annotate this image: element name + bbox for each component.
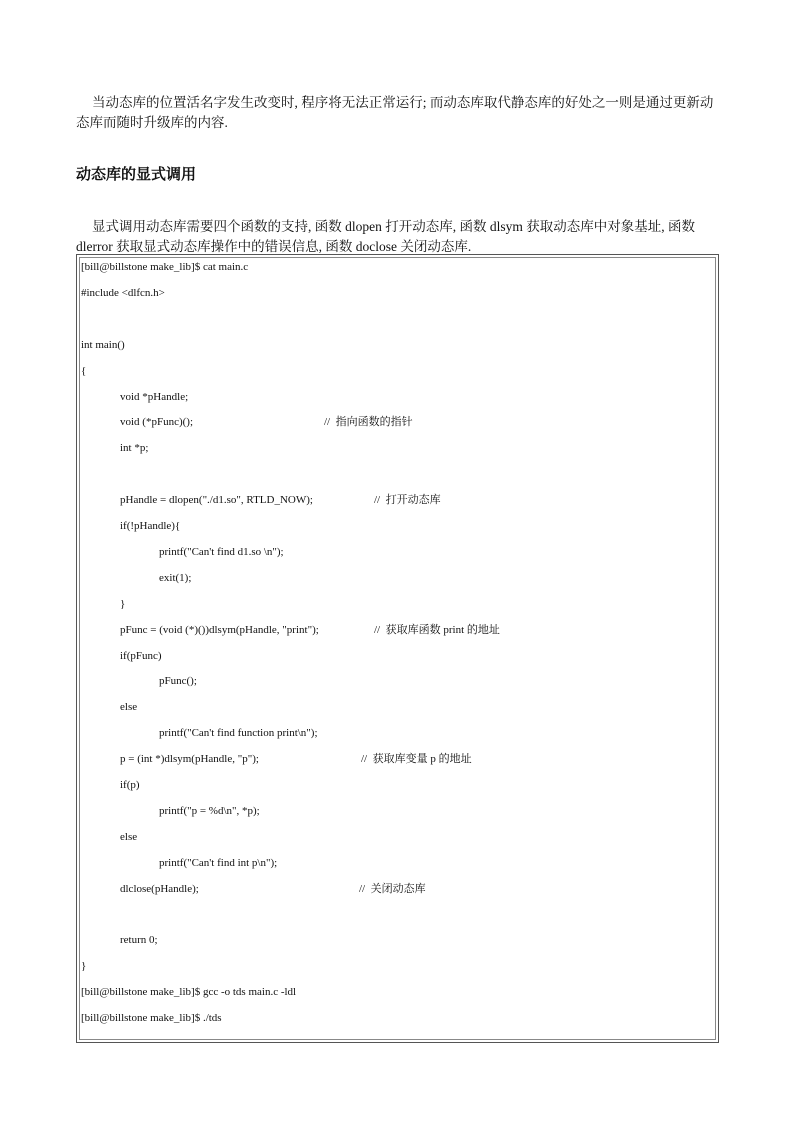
code-line: pFunc = (void (*)())dlsym(pHandle, "print"); [120,623,319,636]
code-comment: // 获取库变量 p 的地址 [361,753,472,766]
code-line: exit(1); [159,571,192,584]
code-line: void (*pFunc)(); [120,416,194,429]
code-comment: // 打开动态库 [374,494,441,507]
code-line: if(!pHandle){ [120,520,181,532]
code-line: dlclose(pHandle); [120,882,199,895]
code-line: p = (int *)dlsym(pHandle, "p"); [120,753,259,766]
code-line: pHandle = dlopen("./d1.so", RTLD_NOW); [120,494,313,507]
code-line: if(p) [120,779,140,791]
code-line: printf("Can't find int p\n"); [159,856,278,869]
code-line: if(pFunc) [120,649,162,662]
code-line: [bill@billstone make_lib]$ ./tds [81,1012,222,1025]
code-line: pFunc(); [159,675,197,688]
code-line: else [120,701,138,714]
code-comment: // 关闭动态库 [359,882,426,895]
code-line: printf("Can't find function print\n"); [159,727,318,740]
code-listing-box [76,254,719,1043]
section-paragraph: 显式调用动态库需要四个函数的支持, 函数 dlopen 打开动态库, 函数 dlsym 获取动态库中对象基址, 函数 dlerror 获取显式动态库操作中的错误信息, 函数 doclose 关闭动态库. [76,219,695,254]
code-line: { [81,364,87,377]
intro-paragraph: 当动态库的位置活名字发生改变时, 程序将无法正常运行; 而动态库取代静态库的好处之一则是通过更新动态库而随时升级库的内容. [76,95,714,130]
code-line: #include <dlfcn.h> [81,286,165,299]
code-line: int main() [81,338,125,351]
section-heading: 动态库的显式调用 [76,165,197,183]
code-line: } [120,597,126,610]
code-comment: // 获取库函数 print 的地址 [374,623,500,636]
code-line: [bill@billstone make_lib]$ gcc -o tds main.c -ldl [81,986,297,999]
code-line: printf("p = %d\n", *p); [159,804,260,817]
code-line: [bill@billstone make_lib]$ cat main.c [81,261,249,273]
code-line: } [81,960,87,973]
code-line: printf("Can't find d1.so \n"); [159,545,284,558]
code-line: return 0; [120,934,158,947]
code-line: else [120,830,138,843]
code-line: int *p; [120,442,149,455]
code-comment: // 指向函数的指针 [324,416,413,429]
code-line: void *pHandle; [120,390,189,403]
